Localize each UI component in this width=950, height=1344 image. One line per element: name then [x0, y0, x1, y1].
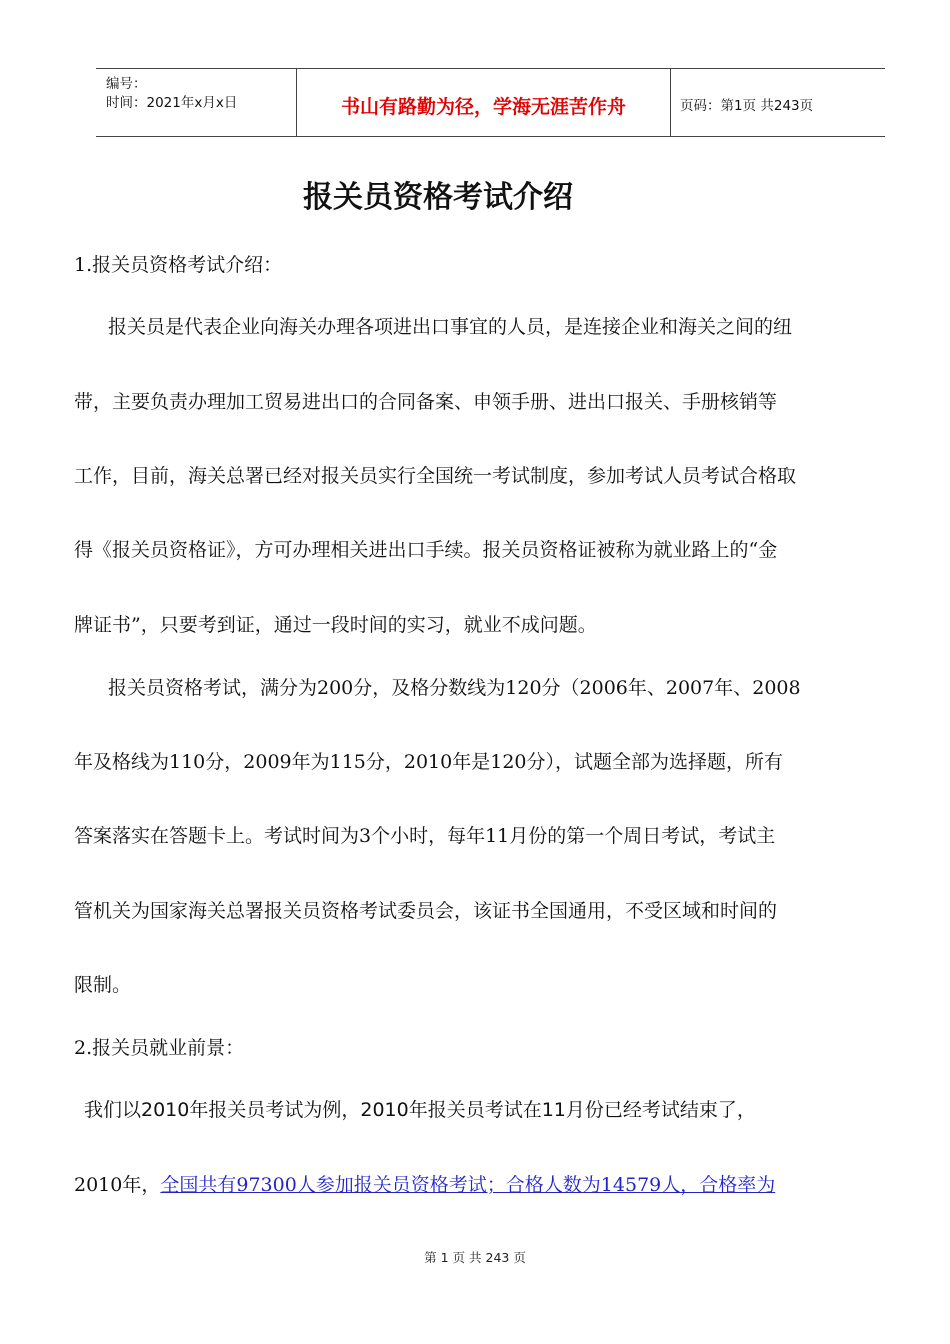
- paragraph-2-line-1: 报关员资格考试，满分为200分，及格分数线为120分（2006年、2007年、2008: [108, 677, 801, 699]
- paragraph-1-line-2: 带，主要负责办理加工贸易进出口的合同备案、申领手册、进出口报关、手册核销等: [74, 391, 778, 413]
- paragraph-2-line-5: 限制。: [74, 974, 132, 996]
- paragraph-1-line-3: 工作，目前，海关总署已经对报关员实行全国统一考试制度，参加考试人员考试合格取: [74, 465, 797, 487]
- page-footer: 第 1 页 共 243 页: [424, 1250, 526, 1265]
- document-time-label: 时间：2021年x月x日: [106, 95, 238, 111]
- page-title: 报关员资格考试介绍: [303, 180, 573, 215]
- paragraph-3-line-1: 我们以2010年报关员考试为例，2010年报关员考试在11月份已经考试结束了，: [84, 1099, 756, 1121]
- section-2-heading: 2.报关员就业前景：: [74, 1037, 245, 1059]
- header-motto: 书山有路勤为径，学海无涯苦作舟: [340, 96, 626, 118]
- paragraph-1-line-4: 得《报关员资格证》，方可办理相关进出口手续。报关员资格证被称为就业路上的“金: [74, 539, 778, 561]
- paragraph-3-line-2: [74, 1173, 775, 1197]
- statistics-hyperlink[interactable]: 全国共有97300人参加报关员资格考试；合格人数为14579人，合格率为: [160, 1174, 776, 1196]
- paragraph-3-line-2-prefix: 2010年，: [74, 1174, 161, 1196]
- header-page-info: 页码：第1页 共243页: [680, 98, 814, 114]
- paragraph-2-line-2: 年及格线为110分，2009年为115分，2010年是120分），试题全部为选择题，所有: [74, 751, 784, 773]
- header-page-cell: [670, 69, 885, 136]
- header-meta-cell: [96, 69, 296, 136]
- header-motto-cell: [296, 69, 671, 136]
- document-number-label: 编号：: [106, 76, 147, 92]
- section-1-heading: 1.报关员资格考试介绍：: [74, 254, 283, 276]
- paragraph-1-line-1: 报关员是代表企业向海关办理各项进出口事宜的人员，是连接企业和海关之间的纽: [108, 316, 793, 338]
- paragraph-2-line-3: 答案落实在答题卡上。考试时间为3个小时，每年11月份的第一个周日考试，考试主: [74, 825, 776, 847]
- page-header: [96, 68, 885, 137]
- paragraph-1-line-5: 牌证书”，只要考到证，通过一段时间的实习，就业不成问题。: [74, 614, 597, 636]
- paragraph-2-line-4: 管机关为国家海关总署报关员资格考试委员会，该证书全国通用，不受区域和时间的: [74, 900, 778, 922]
